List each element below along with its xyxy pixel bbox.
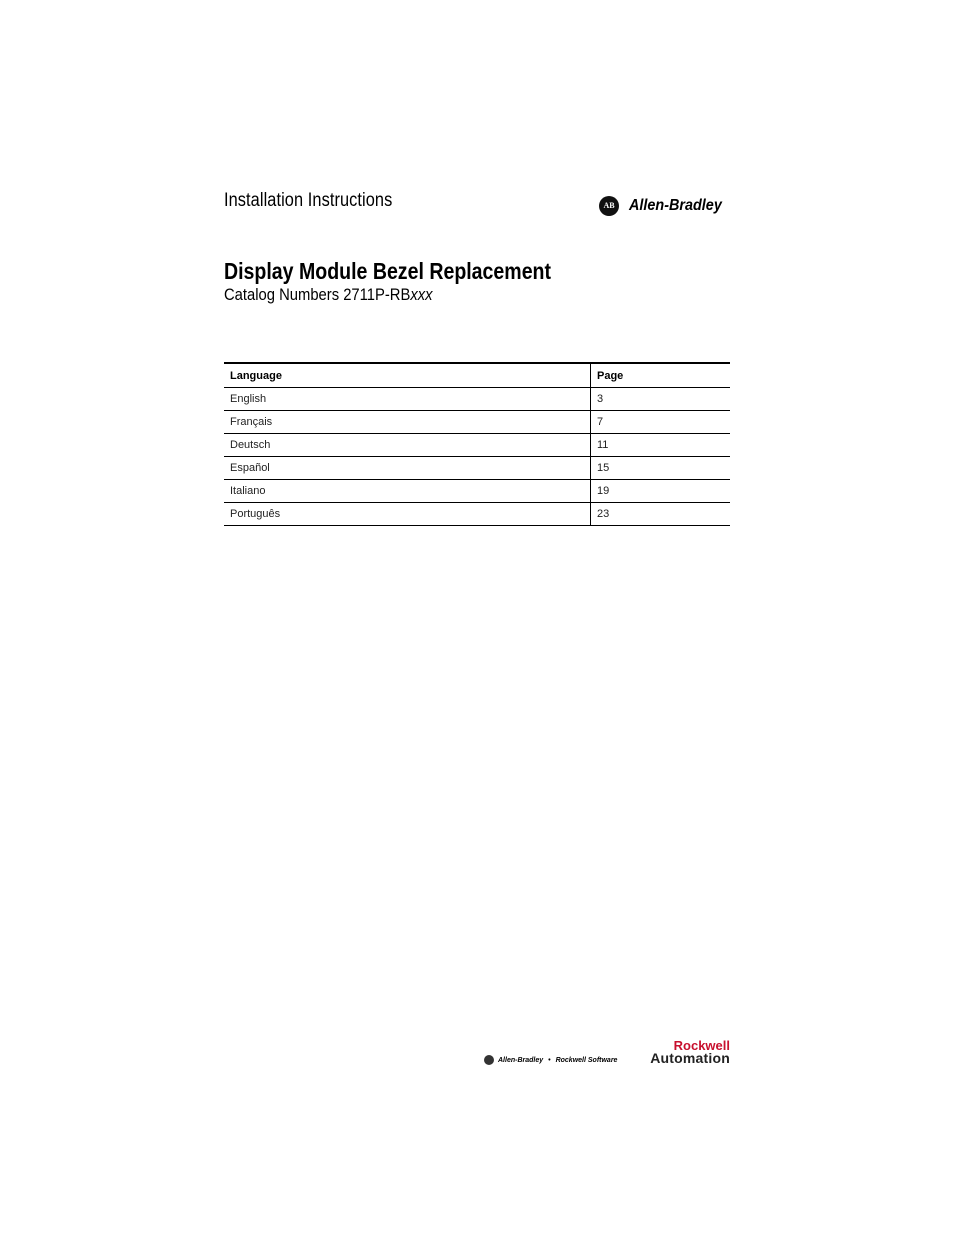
rockwell-logo-line1: Rockwell [673,1038,730,1053]
language-cell: Português [224,503,591,526]
footer-brand-rockwell-software: Rockwell Software [555,1056,618,1064]
brand-name: Allen-Bradley [629,197,722,214]
table-row [224,503,730,526]
page-cell: 19 [591,480,731,503]
language-cell: English [224,388,591,411]
allen-bradley-logo [599,195,731,219]
table-row [224,457,730,480]
language-cell: Español [224,457,591,480]
language-cell: Italiano [224,480,591,503]
language-cell: Deutsch [224,434,591,457]
page-cell: 3 [591,388,731,411]
rockwell-logo-line2: Automation [650,1050,730,1066]
column-header-language: Language [224,363,591,388]
ab-badge-icon: AB [599,196,619,216]
catalog-numbers [224,285,433,305]
column-header-page: Page [591,363,731,388]
table-header-row [224,363,730,388]
document-type: Installation Instructions [224,190,393,211]
page-cell: 15 [591,457,731,480]
page-cell: 11 [591,434,731,457]
footer-brand-allen-bradley: Allen-Bradley [498,1056,544,1064]
page-cell: 23 [591,503,731,526]
footer-separator: • [548,1056,551,1064]
table-row [224,434,730,457]
table-row [224,480,730,503]
page-cell: 7 [591,411,731,434]
footer-brands [484,1055,617,1067]
language-cell: Français [224,411,591,434]
language-table [224,362,730,526]
table-row [224,388,730,411]
table-row [224,411,730,434]
ab-mini-icon [484,1055,494,1065]
page-title: Display Module Bezel Replacement [224,258,552,284]
catalog-suffix: xxx [410,285,433,304]
rockwell-automation-logo [632,1040,730,1064]
catalog-prefix: Catalog Numbers 2711P-RB [224,285,411,304]
